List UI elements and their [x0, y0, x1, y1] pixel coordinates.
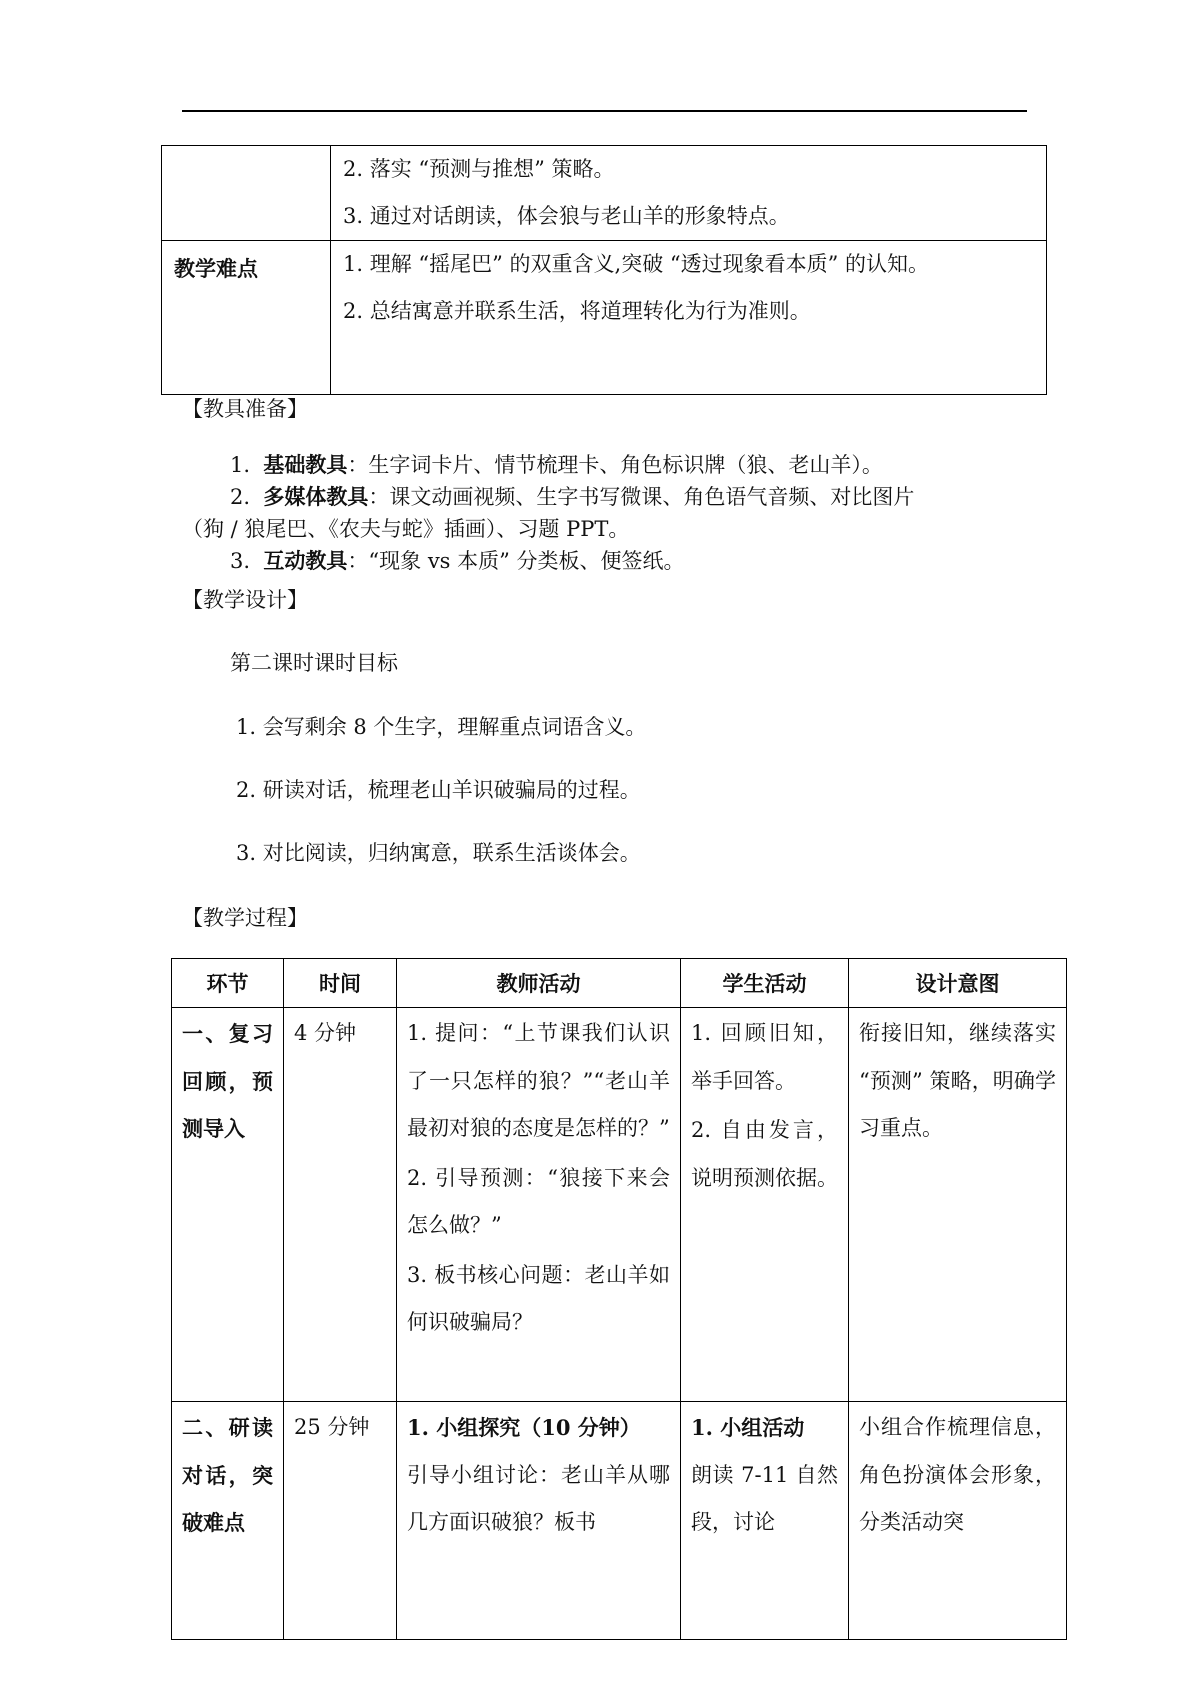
student-activity-heading: 1. 小组活动: [691, 1415, 805, 1440]
table-header-row: [172, 959, 1067, 1008]
row-label-cell: [162, 241, 331, 395]
student-activity-cell: [681, 1402, 849, 1640]
list-label: 多媒体教具: [263, 484, 369, 509]
teacher-activity-line: 引导小组讨论：老山羊从哪几方面识破狼？板书: [407, 1462, 670, 1534]
time-text: 4 分钟: [294, 1021, 357, 1045]
time-text: 25 分钟: [294, 1415, 370, 1439]
teacher-activity-heading: 1. 小组探究（10 分钟）: [407, 1415, 641, 1440]
table-row: [172, 1008, 1067, 1402]
teacher-activity-line: 3. 板书核心问题：老山羊如何识破骗局？: [407, 1262, 670, 1334]
row-label: 教学难点: [174, 256, 258, 281]
list-label: 互动教具: [263, 548, 348, 573]
column-header: 环节: [172, 959, 284, 1008]
column-header: 教师活动: [397, 959, 681, 1008]
content-line: 2. 落实 “预测与推想” 策略。: [343, 157, 615, 181]
content-line: 1. 理解 “摇尾巴” 的双重含义,突破 “透过现象看本质” 的认知。: [343, 252, 930, 276]
design-intent-text: 小组合作梳理信息，角色扮演体会形象，分类活动突: [859, 1415, 1056, 1534]
teacher-activity-cell: [397, 1402, 681, 1640]
table-row: [172, 1402, 1067, 1640]
goal-item: 3. 对比阅读，归纳寓意，联系生活谈体会。: [236, 841, 641, 865]
list-item: [230, 448, 883, 482]
teacher-activity-cell: [397, 1008, 681, 1402]
design-intent-text: 衔接旧知，继续落实 “预测” 策略，明确学习重点。: [859, 1021, 1056, 1140]
stage-cell: [172, 1008, 284, 1402]
student-activity-line: 1. 回顾旧知，举手回答。: [691, 1021, 838, 1093]
row-content-cell: [331, 146, 1047, 241]
goal-item: 1. 会写剩余 8 个生字，理解重点词语含义。: [236, 715, 647, 739]
teacher-activity-line: 2. 引导预测：“狼接下来会怎么做？”: [407, 1165, 670, 1237]
column-header: 学生活动: [681, 959, 849, 1008]
list-label: 基础教具: [263, 452, 348, 477]
content-line: 2. 总结寓意并联系生活，将道理转化为行为准则。: [343, 299, 811, 323]
process-table: [171, 958, 1067, 1640]
section-heading-tools: 【教具准备】: [182, 397, 308, 421]
stage-cell: [172, 1402, 284, 1640]
column-header: 设计意图: [849, 959, 1067, 1008]
teacher-activity-line: 1. 提问：“上节课我们认识了一只怎样的狼？”“老山羊最初对狼的态度是怎样的？”: [407, 1021, 670, 1140]
stage-text: 二、研读对话，突破难点: [182, 1415, 273, 1535]
time-cell: [284, 1008, 397, 1402]
student-activity-line: 2. 自由发言，说明预测依据。: [691, 1118, 838, 1190]
time-cell: [284, 1402, 397, 1640]
list-text: ：生字词卡片、情节梳理卡、角色标识牌（狼、老山羊）。: [347, 453, 883, 477]
objectives-table: [161, 145, 1047, 395]
column-header: 时间: [284, 959, 397, 1008]
list-text: ：课文动画视频、生字书写微课、角色语气音频、对比图片: [368, 485, 915, 509]
stage-text: 一、复习回顾，预测导入: [182, 1021, 273, 1141]
subheading: 第二课时课时目标: [230, 651, 398, 675]
list-text: ：“现象 vs 本质” 分类板、便签纸。: [347, 549, 685, 573]
list-number: 2.: [230, 485, 251, 509]
row-label-cell: [162, 146, 331, 241]
table-row: [162, 146, 1047, 241]
list-number: 3.: [230, 549, 251, 573]
student-activity-line: 朗读 7-11 自然段，讨论: [691, 1462, 838, 1534]
list-item: [230, 544, 685, 578]
list-item-continuation: （狗 / 狼尾巴、《农夫与蛇》插画）、习题 PPT。: [182, 517, 630, 541]
design-intent-cell: [849, 1402, 1067, 1640]
section-heading-process: 【教学过程】: [182, 906, 308, 930]
header-rule: [182, 110, 1027, 112]
content-line: 3. 通过对话朗读，体会狼与老山羊的形象特点。: [343, 204, 790, 228]
design-intent-cell: [849, 1008, 1067, 1402]
student-activity-cell: [681, 1008, 849, 1402]
list-item: [230, 480, 914, 514]
list-number: 1.: [230, 453, 251, 477]
section-heading-design: 【教学设计】: [182, 588, 308, 612]
goal-item: 2. 研读对话，梳理老山羊识破骗局的过程。: [236, 778, 641, 802]
row-content-cell: [331, 241, 1047, 395]
table-row: [162, 241, 1047, 395]
